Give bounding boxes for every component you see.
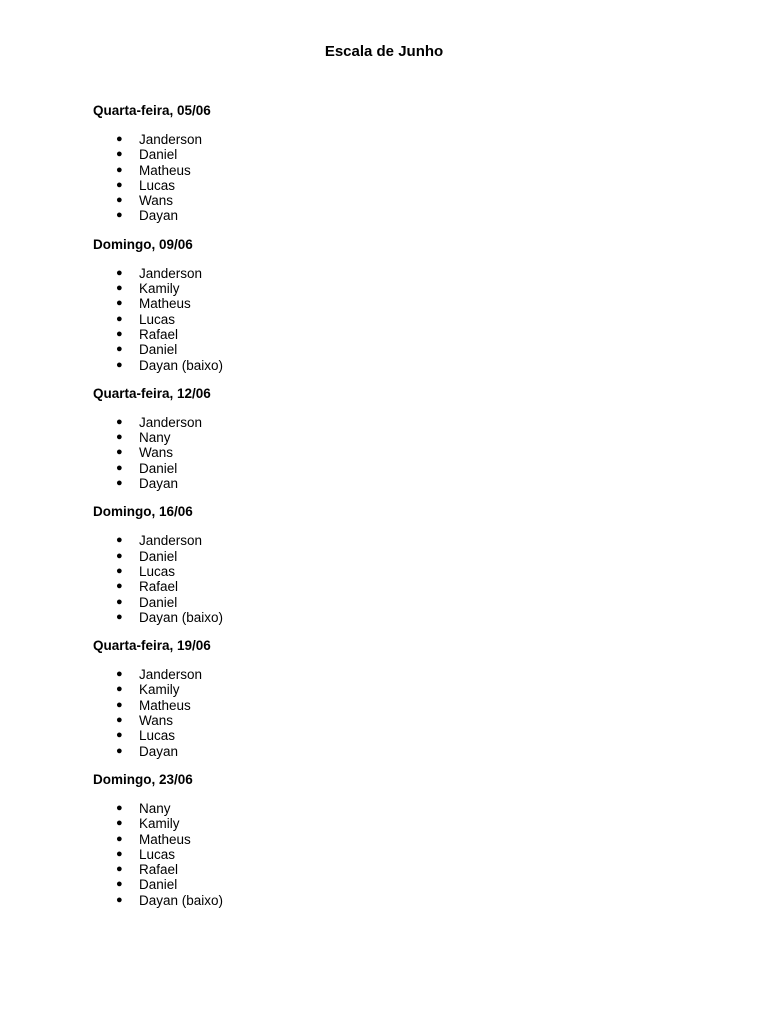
bullet-icon: ● — [116, 863, 123, 876]
schedule-section — [93, 503, 693, 625]
list-item — [93, 682, 693, 697]
member-name: Lucas — [139, 728, 176, 744]
bullet-icon: ● — [116, 327, 123, 340]
bullet-icon: ● — [116, 477, 123, 490]
member-name: Janderson — [139, 414, 203, 430]
list-item — [93, 461, 693, 476]
name-list — [93, 801, 693, 908]
bullet-icon: ● — [116, 194, 123, 207]
list-item — [93, 893, 693, 908]
member-name: Kamily — [139, 281, 180, 297]
list-item — [93, 147, 693, 162]
member-name: Wans — [139, 193, 174, 209]
list-item — [93, 281, 693, 296]
list-item — [93, 801, 693, 816]
schedule-section — [93, 771, 693, 908]
bullet-icon: ● — [116, 209, 123, 222]
bullet-icon: ● — [116, 683, 123, 696]
list-item — [93, 163, 693, 178]
member-name: Dayan (baixo) — [139, 892, 224, 908]
schedule-section — [93, 637, 693, 759]
bullet-icon: ● — [116, 729, 123, 742]
member-name: Nany — [139, 800, 171, 816]
bullet-icon: ● — [116, 714, 123, 727]
member-name: Matheus — [139, 697, 191, 713]
member-name: Rafael — [139, 862, 179, 878]
list-item — [93, 430, 693, 445]
list-item — [93, 208, 693, 223]
name-list — [93, 415, 693, 491]
bullet-icon: ● — [116, 595, 123, 608]
list-item — [93, 342, 693, 357]
bullet-icon: ● — [116, 343, 123, 356]
member-name: Matheus — [139, 162, 191, 178]
bullet-icon: ● — [116, 878, 123, 891]
member-name: Lucas — [139, 177, 176, 193]
member-name: Matheus — [139, 296, 191, 312]
list-item — [93, 579, 693, 594]
list-item — [93, 476, 693, 491]
member-name: Janderson — [139, 132, 203, 147]
list-item — [93, 744, 693, 759]
section-heading: Quarta-feira, 19/06 — [93, 638, 211, 654]
list-item — [93, 713, 693, 728]
list-item — [93, 816, 693, 831]
bullet-icon: ● — [116, 534, 123, 547]
member-name: Lucas — [139, 311, 176, 327]
bullet-icon: ● — [116, 549, 123, 562]
bullet-icon: ● — [116, 698, 123, 711]
list-item — [93, 595, 693, 610]
section-heading: Quarta-feira, 12/06 — [93, 385, 211, 401]
list-item — [93, 862, 693, 877]
list-item — [93, 564, 693, 579]
member-name: Daniel — [139, 147, 178, 163]
schedule-section — [93, 102, 693, 224]
member-name: Rafael — [139, 326, 179, 342]
list-item — [93, 327, 693, 342]
name-list — [93, 533, 693, 625]
list-item — [93, 610, 693, 625]
member-name: Janderson — [139, 667, 203, 683]
member-name: Matheus — [139, 831, 191, 847]
bullet-icon: ● — [116, 148, 123, 161]
member-name: Dayan — [139, 476, 179, 492]
bullet-icon: ● — [116, 564, 123, 577]
document-title: Escala de Junho — [324, 43, 444, 60]
member-name: Dayan (baixo) — [139, 357, 224, 373]
bullet-icon: ● — [116, 312, 123, 325]
list-item — [93, 312, 693, 327]
bullet-icon: ● — [116, 610, 123, 623]
member-name: Daniel — [139, 877, 178, 893]
list-item — [93, 877, 693, 892]
bullet-icon: ● — [116, 580, 123, 593]
member-name: Dayan — [139, 208, 179, 224]
list-item — [93, 847, 693, 862]
list-item — [93, 296, 693, 311]
bullet-icon: ● — [116, 446, 123, 459]
member-name: Rafael — [139, 579, 179, 595]
bullet-icon: ● — [116, 668, 123, 681]
list-item — [93, 358, 693, 373]
section-heading: Quarta-feira, 05/06 — [93, 103, 211, 118]
bullet-icon: ● — [116, 744, 123, 757]
bullet-icon: ● — [116, 178, 123, 191]
bullet-icon: ● — [116, 817, 123, 830]
schedule-content — [93, 102, 693, 920]
section-heading: Domingo, 23/06 — [93, 771, 193, 787]
member-name: Janderson — [139, 533, 203, 549]
member-name: Daniel — [139, 548, 178, 564]
section-heading: Domingo, 16/06 — [93, 504, 193, 520]
schedule-section — [93, 385, 693, 491]
list-item — [93, 728, 693, 743]
member-name: Wans — [139, 445, 174, 461]
bullet-icon: ● — [116, 415, 123, 428]
member-name: Kamily — [139, 816, 180, 832]
name-list — [93, 132, 693, 224]
list-item — [93, 698, 693, 713]
name-list — [93, 266, 693, 373]
member-name: Dayan (baixo) — [139, 609, 224, 625]
list-item — [93, 445, 693, 460]
section-heading: Domingo, 09/06 — [93, 236, 193, 252]
member-name: Janderson — [139, 265, 203, 281]
bullet-icon: ● — [116, 358, 123, 371]
bullet-icon: ● — [116, 801, 123, 814]
bullet-icon: ● — [116, 297, 123, 310]
list-item — [93, 266, 693, 281]
member-name: Lucas — [139, 846, 176, 862]
schedule-section — [93, 236, 693, 373]
member-name: Dayan — [139, 743, 179, 759]
bullet-icon: ● — [116, 832, 123, 845]
member-name: Kamily — [139, 682, 180, 698]
bullet-icon: ● — [116, 847, 123, 860]
name-list — [93, 667, 693, 759]
list-item — [93, 193, 693, 208]
list-item — [93, 832, 693, 847]
bullet-icon: ● — [116, 461, 123, 474]
member-name: Lucas — [139, 563, 176, 579]
member-name: Daniel — [139, 460, 178, 476]
bullet-icon: ● — [116, 133, 123, 145]
list-item — [93, 415, 693, 430]
bullet-icon: ● — [116, 282, 123, 295]
bullet-icon: ● — [116, 893, 123, 906]
member-name: Wans — [139, 713, 174, 729]
list-item — [93, 549, 693, 564]
member-name: Daniel — [139, 342, 178, 358]
list-item — [93, 178, 693, 193]
member-name: Nany — [139, 430, 171, 446]
member-name: Daniel — [139, 594, 178, 610]
list-item — [93, 667, 693, 682]
bullet-icon: ● — [116, 266, 123, 279]
bullet-icon: ● — [116, 163, 123, 176]
bullet-icon: ● — [116, 431, 123, 444]
list-item — [93, 132, 693, 147]
list-item — [93, 533, 693, 548]
